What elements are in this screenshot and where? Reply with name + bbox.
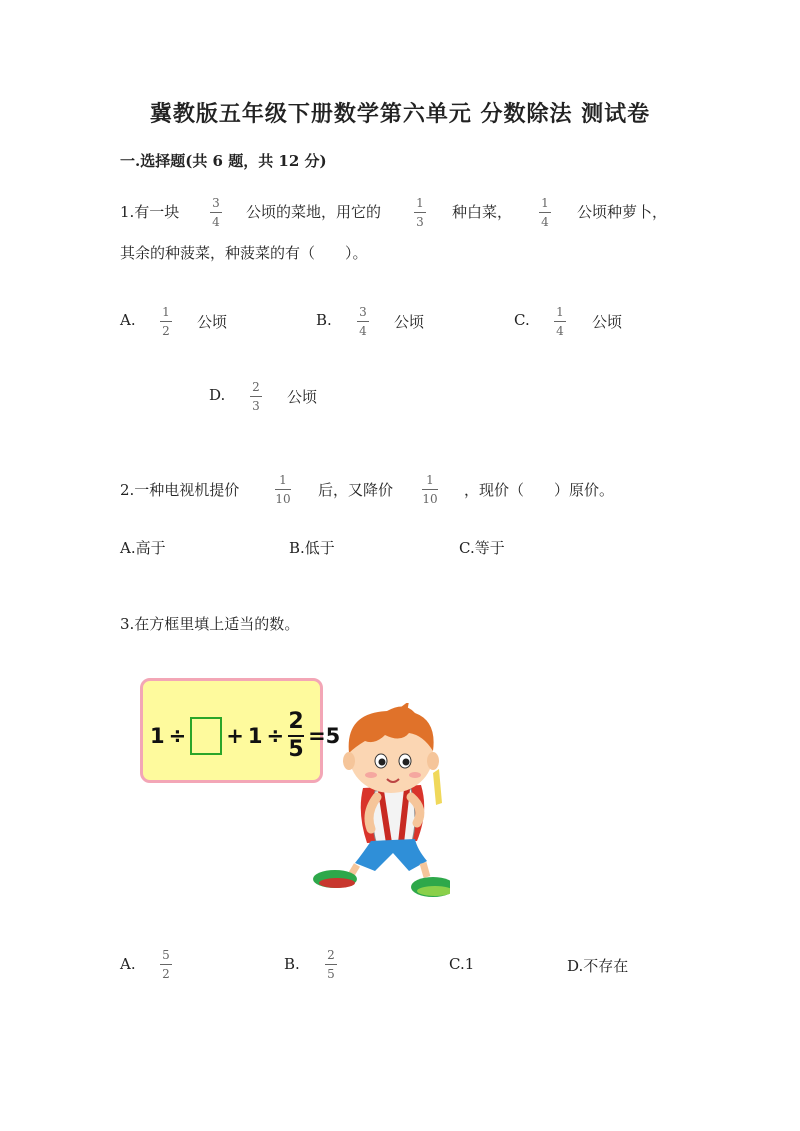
- eq-plus: +: [226, 724, 244, 748]
- q3-option-b-letter: B.: [284, 955, 300, 973]
- q3-option-d-letter: D.: [567, 957, 584, 975]
- eq-fraction: 2 5: [288, 709, 304, 762]
- q2-fraction-1: 1 10: [275, 473, 291, 506]
- q3-option-c: [449, 955, 474, 973]
- q1-text-d: 公顷种萝卜，: [577, 203, 668, 221]
- q2-text-b: 后，又降价: [318, 481, 394, 499]
- eq-equals: =5: [308, 724, 341, 748]
- q3-option-a-fraction: 5 2: [160, 949, 172, 980]
- q2-text-a: 2.一种电视机提价: [120, 481, 240, 499]
- answer-box: [190, 717, 222, 755]
- q1-option-a-unit: 公顷: [197, 313, 228, 331]
- q3-option-a-letter: A.: [120, 955, 136, 973]
- q3-option-c-letter: C.: [449, 955, 465, 973]
- q1-option-a-letter: A.: [120, 311, 136, 329]
- q2-option-a: A.高于: [120, 539, 166, 557]
- equation-card: [140, 678, 341, 783]
- q1-option-c-letter: C.: [514, 311, 530, 329]
- q1-text-c: 种白菜，: [452, 203, 513, 221]
- q1-text-b: 公顷的菜地，用它的: [246, 203, 382, 221]
- q1-option-d-unit: 公顷: [287, 388, 318, 406]
- q3-text: 3.在方框里填上适当的数。: [120, 615, 300, 633]
- q1-fraction-1: 3 4: [210, 197, 222, 228]
- q1-option-c-unit: 公顷: [592, 313, 623, 331]
- q2-text-c: ，现价（ ）原价。: [464, 481, 615, 499]
- q1-option-b-letter: B.: [316, 311, 332, 329]
- q1-fraction-2: 1 3: [414, 197, 426, 228]
- page-title: 冀教版五年级下册数学第六单元 分数除法 测试卷: [149, 101, 651, 127]
- q2-option-c: C.等于: [459, 539, 505, 557]
- eq-one-a: 1: [150, 724, 165, 748]
- q3-option-d-text: 不存在: [583, 957, 629, 975]
- eq-one-b: 1: [247, 724, 263, 748]
- q1-text-line2: 其余的种菠菜，种菠菜的有（ ）。: [120, 244, 368, 262]
- q2-fraction-2: 1 10: [422, 473, 438, 506]
- q2-option-b: B.低于: [289, 539, 335, 557]
- q3-option-b-fraction: 2 5: [325, 949, 337, 980]
- eq-divide-a: ÷: [168, 724, 187, 748]
- q1-option-a-fraction: 1 2: [160, 306, 172, 337]
- q1-option-c-fraction: 1 4: [554, 306, 566, 337]
- q3-illustration: [140, 678, 450, 898]
- eq-divide-b: ÷: [266, 724, 285, 748]
- cartoon-boy-illustration: [305, 703, 450, 898]
- q1-text-a: 1.有一块: [120, 203, 180, 221]
- q1-option-d-fraction: 2 3: [250, 381, 262, 412]
- section-heading: 一.选择题(共 6 题，共 12 分): [120, 152, 327, 170]
- q1-option-d-letter: D.: [209, 386, 226, 404]
- q1-fraction-3: 1 4: [539, 197, 551, 228]
- q1-option-b-fraction: 3 4: [357, 306, 369, 337]
- q1-option-b-unit: 公顷: [394, 313, 425, 331]
- q3-option-c-text: 1: [464, 955, 475, 973]
- q3-option-d: [567, 955, 628, 976]
